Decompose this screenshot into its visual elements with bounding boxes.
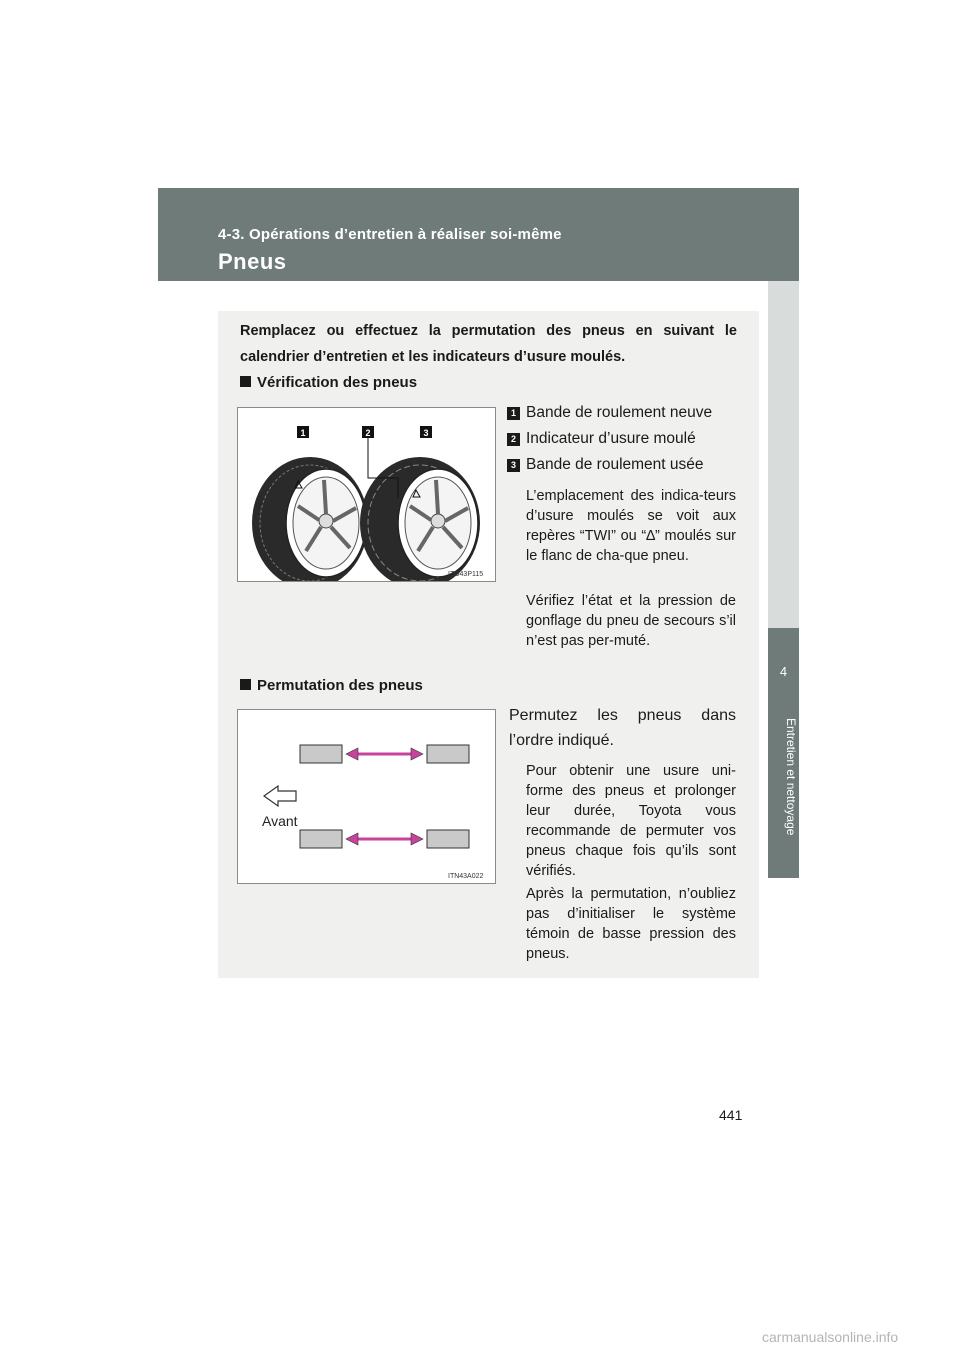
page-number: 441 (719, 1107, 743, 1123)
square-bullet-icon (240, 679, 251, 690)
rear-right-tire (427, 830, 469, 848)
heading-tire-check: Vérification des pneus (240, 374, 417, 391)
front-label: Avant (262, 813, 298, 829)
number-badge: 1 (507, 407, 520, 420)
section-title: 4-3. Opérations d’entretien à réaliser soi-même (218, 226, 562, 243)
side-tab-upper (768, 281, 799, 628)
rotation-paragraph-1: Pour obtenir une usure uni-forme des pneus et prolonger leur durée, Toyota vous recommande de permuter vos pneus chaque fois qu’ils sont vérifiés. (526, 763, 736, 879)
svg-text:3: 3 (423, 428, 429, 438)
legend-item-2: 2 Indicateur d’usure moulé (507, 430, 696, 448)
tire-rotation-figure (237, 709, 496, 884)
heading-tire-rotation: Permutation des pneus (240, 677, 423, 694)
rear-left-tire (300, 830, 342, 848)
page-title: Pneus (218, 249, 287, 274)
tire-illustration (238, 408, 495, 581)
number-badge: 2 (507, 433, 520, 446)
legend-item-1: 1 Bande de roulement neuve (507, 404, 712, 422)
number-badge: 3 (507, 459, 520, 472)
tire-check-paragraph-2: Vérifiez l’état et la pression de gonflage du pneu de secours s’il n’est pas per-muté. (526, 593, 736, 649)
chapter-label: Entretien et nettoyage (784, 718, 798, 836)
rotation-paragraph-2: Après la permutation, n’oubliez pas d’initialiser le système témoin de basse pression des pneus. (526, 886, 736, 962)
svg-text:2: 2 (365, 428, 371, 438)
intro-text: Remplacez ou effectuez la permutation des pneus en suivant le calendrier d’entretien et les indicateurs d’usure moulés. (240, 323, 737, 365)
figure-code: ITO43P115 (448, 571, 484, 578)
front-right-tire (427, 745, 469, 763)
watermark: carmanualsonline.info (762, 1329, 899, 1345)
rotation-diagram (238, 710, 495, 883)
front-left-tire (300, 745, 342, 763)
tire-check-paragraph-1: L’emplacement des indica-teurs d’usure moulés se voit aux repères “TWI” ou “∆” moulés sur le flanc de cha-que pneu. (526, 488, 736, 564)
svg-text:1: 1 (300, 428, 306, 438)
figure-code: ITN43A022 (448, 873, 484, 880)
worn-tire-illustration (360, 457, 480, 581)
tire-wear-figure (237, 407, 496, 582)
swap-arrow-rear (346, 833, 423, 845)
front-direction-arrow-icon (264, 786, 296, 806)
rotation-lead-text: Permutez les pneus dans l’ordre indiqué. (509, 707, 736, 749)
swap-arrow-front (346, 748, 423, 760)
square-bullet-icon (240, 376, 251, 387)
chapter-number: 4 (779, 664, 788, 679)
legend-item-3: 3 Bande de roulement usée (507, 456, 704, 474)
new-tire-illustration (252, 457, 368, 581)
